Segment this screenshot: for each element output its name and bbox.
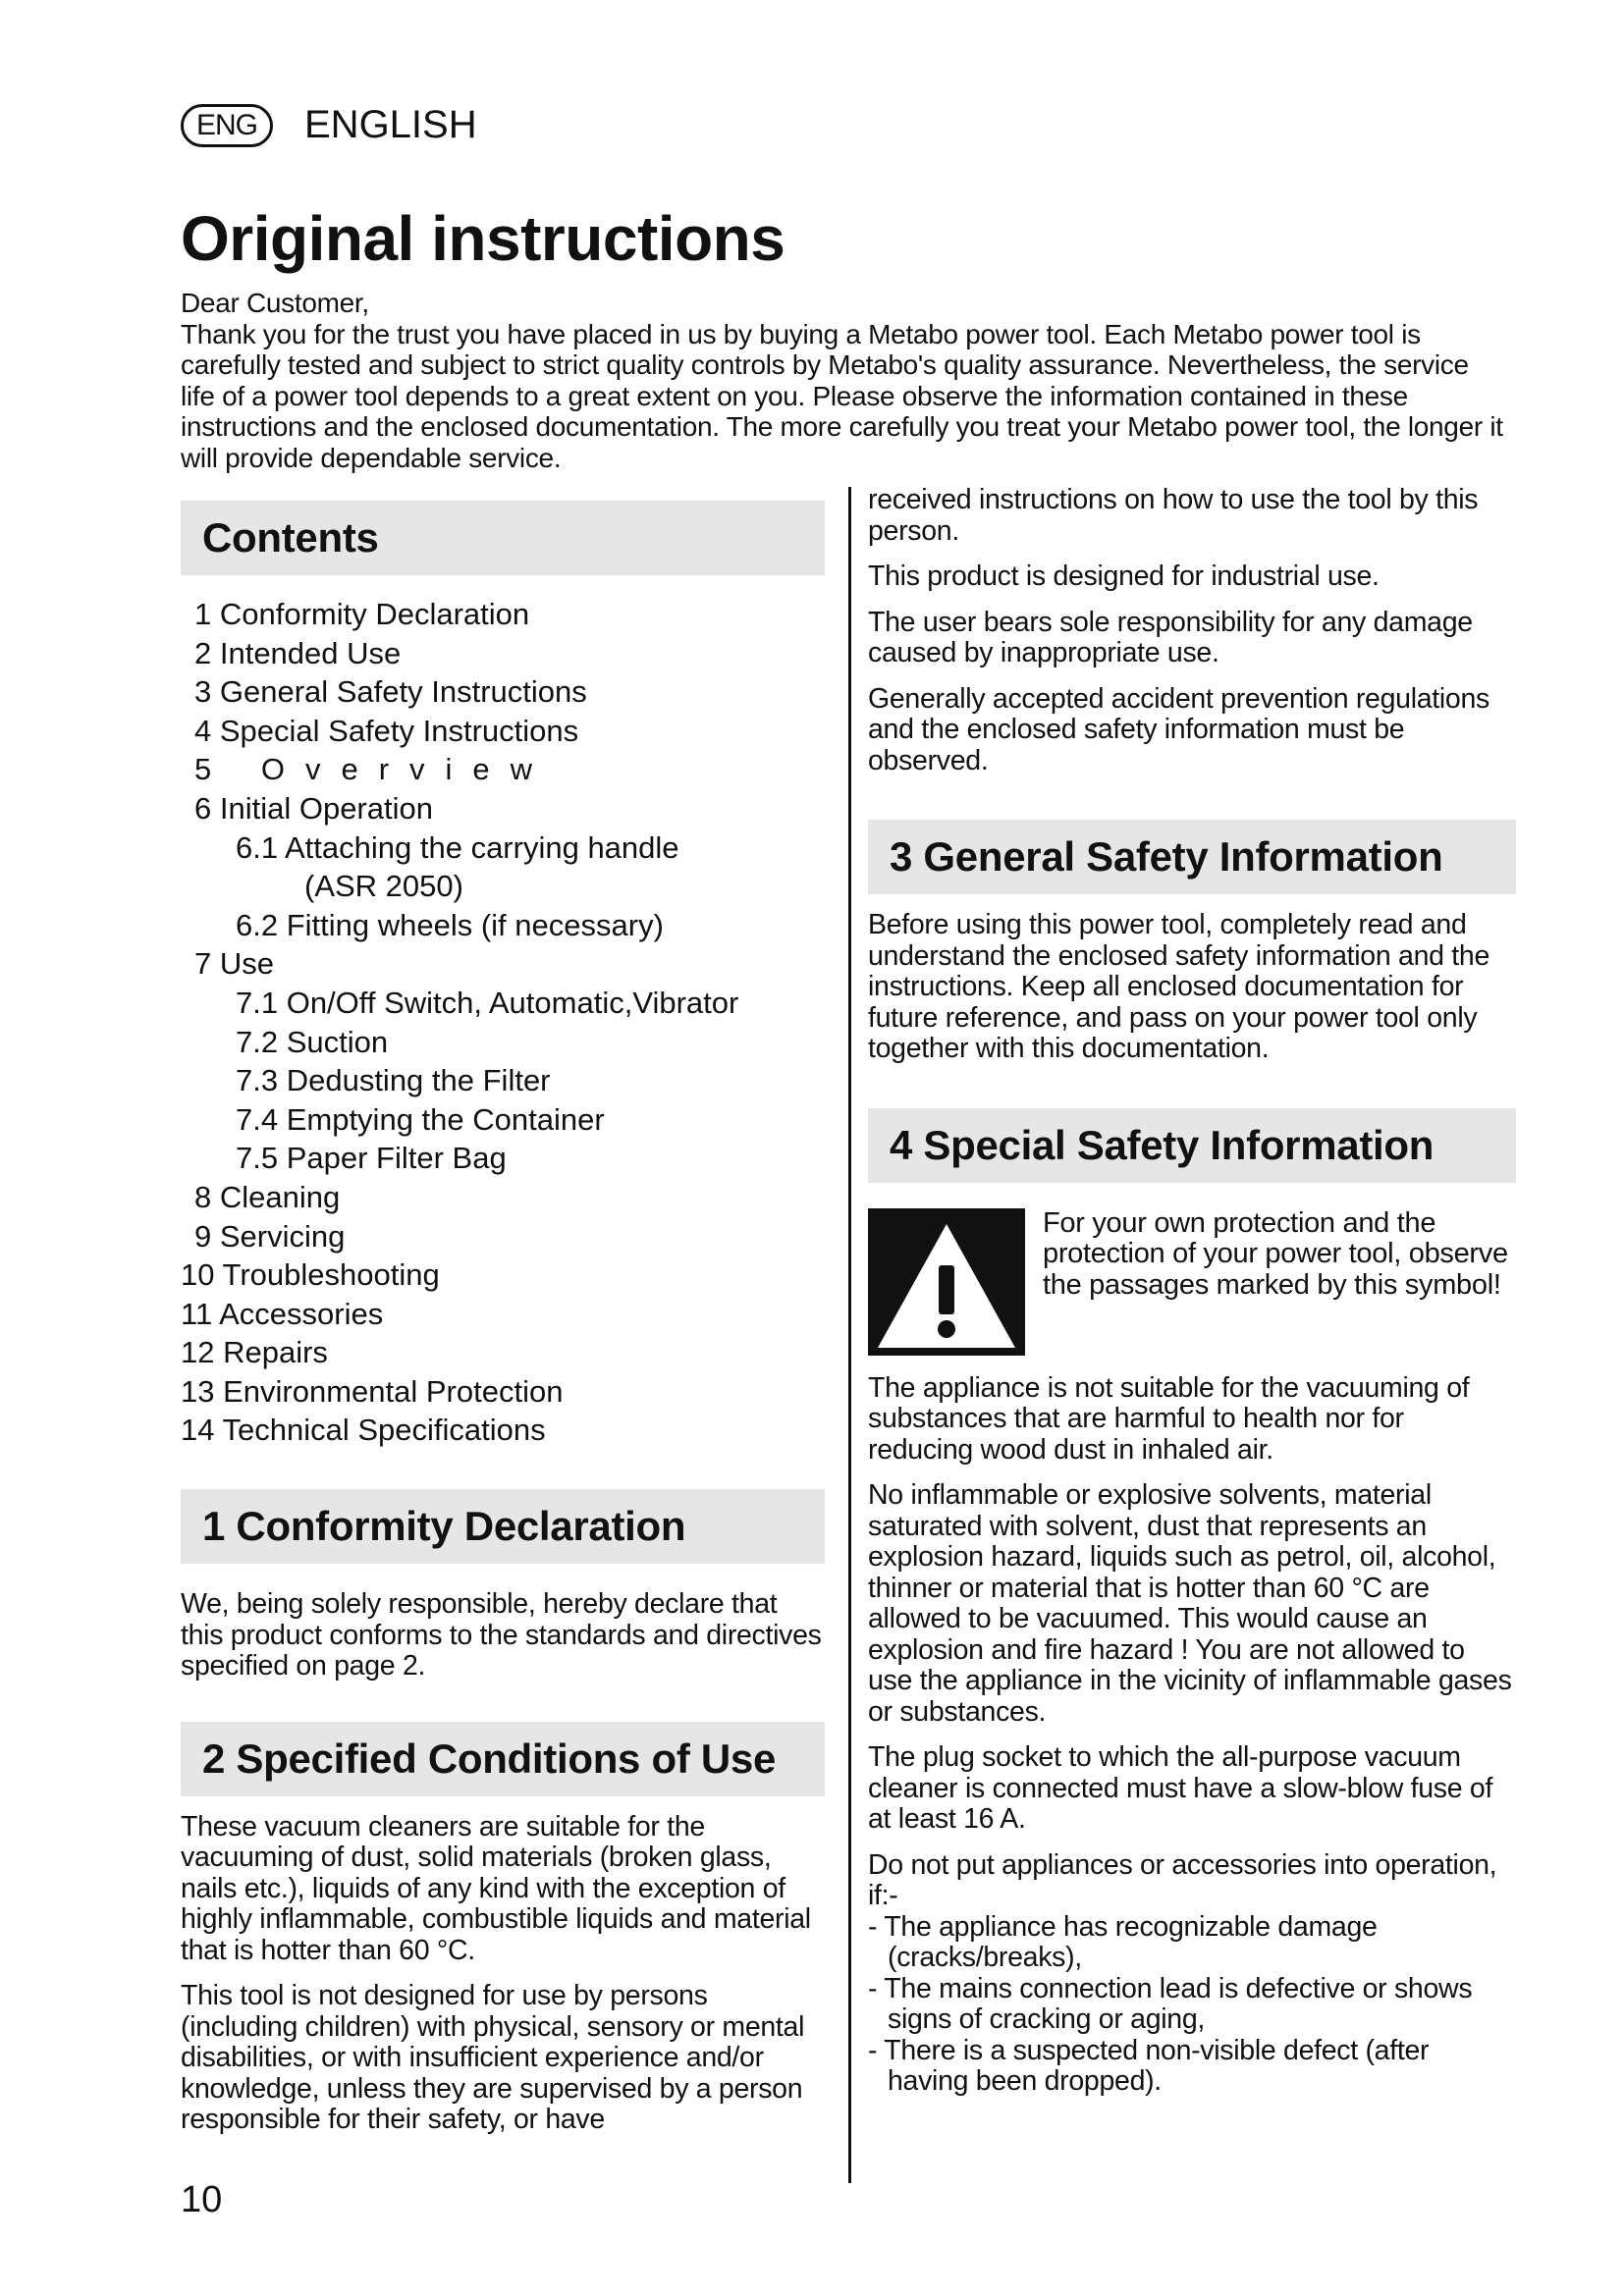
section-3-heading: 3 General Safety Information bbox=[868, 820, 1516, 894]
section-2-paragraph: received instructions on how to use the tool by this person. bbox=[868, 484, 1479, 547]
section-4-paragraph: Do not put appliances or accessories into operation, if:- bbox=[868, 1848, 1497, 1911]
toc-item: 7.3 Dedusting the Filter bbox=[236, 1063, 551, 1098]
toc-item: 2 Intended Use bbox=[194, 635, 402, 670]
section-1-body bbox=[181, 1589, 825, 1682]
section-2-continued bbox=[868, 485, 1516, 776]
right-column bbox=[868, 485, 1516, 2098]
toc-item: 6.1 Attaching the carrying handle bbox=[236, 829, 679, 865]
warning-triangle-icon bbox=[868, 1208, 1025, 1356]
section-4-paragraph: The appliance is not suitable for the vacuuming of substances that are harmful to health nor for reducing wood dust in inhaled air. bbox=[868, 1371, 1470, 1466]
page-title: Original instructions bbox=[181, 203, 785, 274]
column-divider bbox=[848, 487, 851, 2183]
section-3-body bbox=[868, 910, 1516, 1065]
toc-item: 7.4 Emptying the Container bbox=[236, 1101, 605, 1137]
section-2-paragraph: Generally accepted accident prevention regulations and the enclosed safety information must be observed. bbox=[868, 682, 1489, 776]
list-item: - The appliance has recognizable damage (cracks/breaks), bbox=[868, 1910, 1378, 1973]
toc-item: 7.5 Paper Filter Bag bbox=[236, 1141, 507, 1176]
toc-item: 7.2 Suction bbox=[236, 1024, 389, 1059]
toc-item: 9 Servicing bbox=[194, 1218, 346, 1254]
contents-heading: Contents bbox=[181, 501, 825, 575]
toc-item: 1 Conformity Declaration bbox=[194, 597, 530, 631]
list-item: - The mains connection lead is defective or shows signs of cracking or aging, bbox=[868, 1972, 1473, 2035]
toc-item: 10 Troubleshooting bbox=[181, 1257, 440, 1293]
warning-block bbox=[868, 1208, 1516, 1356]
warning-text: For your own protection and the protection of your power tool, observe the passages marked by this symbol! bbox=[1043, 1206, 1508, 1301]
page-number: 10 bbox=[181, 2179, 223, 2220]
toc-item: 11 Accessories bbox=[181, 1296, 384, 1331]
toc-item: 7.1 On/Off Switch, Automatic,Vibrator bbox=[236, 985, 739, 1020]
section-1-heading: 1 Conformity Declaration bbox=[181, 1489, 825, 1564]
contents-list bbox=[181, 595, 825, 1450]
section-4-body bbox=[868, 1373, 1516, 2098]
toc-item: 12 Repairs bbox=[181, 1335, 328, 1370]
section-2-body bbox=[181, 1812, 825, 2136]
toc-item: 5 Overview bbox=[194, 752, 554, 787]
toc-item: 3 General Safety Instructions bbox=[194, 674, 587, 710]
language-label: ENGLISH bbox=[304, 103, 477, 146]
intro-greeting: Dear Customer, bbox=[181, 288, 369, 318]
toc-item: 8 Cleaning bbox=[194, 1179, 341, 1214]
section-4-heading: 4 Special Safety Information bbox=[868, 1108, 1516, 1183]
toc-item: 4 Special Safety Instructions bbox=[194, 713, 579, 748]
defect-list bbox=[868, 1912, 1516, 2098]
section-1-text: We, being solely responsible, hereby declare that this product conforms to the standards and directives specified on page 2. bbox=[181, 1588, 822, 1682]
toc-item: 6.2 Fitting wheels (if necessary) bbox=[236, 907, 664, 942]
left-column bbox=[181, 501, 825, 2151]
toc-item: (ASR 2050) bbox=[304, 869, 463, 904]
intro-text: Thank you for the trust you have placed in us by buying a Metabo power tool. Each Metabo power tool is carefully tested and subject to strict quality controls by Metabo's quality assurance. Nevertheless, the service life of a power tool depends to a great extent on you. Please observe the information contained in these instructions and the enclosed documentation. The more carefully you treat your Metabo power tool, the longer it will provide dependable service. bbox=[181, 318, 1503, 473]
toc-item: 14 Technical Specifications bbox=[181, 1413, 546, 1448]
toc-item: 6 Initial Operation bbox=[194, 790, 433, 826]
section-2-paragraph: This product is designed for industrial use. bbox=[868, 561, 1380, 592]
section-2-heading: 2 Specified Conditions of Use bbox=[181, 1722, 825, 1796]
toc-item: 13 Environmental Protection bbox=[181, 1373, 564, 1409]
toc-item: 7 Use bbox=[194, 946, 274, 982]
section-4-paragraph: The plug socket to which the all-purpose vacuum cleaner is connected must have a slow-blow fuse of at least 16 A. bbox=[868, 1741, 1493, 1835]
section-2-paragraph: The user bears sole responsibility for any damage caused by inappropriate use. bbox=[868, 606, 1473, 668]
language-badge: ENG bbox=[181, 104, 273, 147]
section-2-paragraph: This tool is not designed for use by persons (including children) with physical, sensory or mental disabilities, or with insufficient experience and/or knowledge, unless they are supervised by a person responsible for their safety, or have bbox=[181, 1980, 805, 2136]
section-3-text: Before using this power tool, completely read and understand the enclosed safety information and the instructions. Keep all enclosed documentation for future reference, and pass on your power tool only together with this documentation. bbox=[868, 909, 1490, 1064]
section-4-paragraph: No inflammable or explosive solvents, material saturated with solvent, dust that represents an explosion hazard, liquids such as petrol, oil, alcohol, thinner or material that is hotter than 60 °C are allowed to be vacuumed. This would cause an explosion and fire hazard ! You are not allowed to use the appliance in the vicinity of inflammable gases or substances. bbox=[868, 1479, 1512, 1728]
section-2-paragraph: These vacuum cleaners are suitable for the vacuuming of dust, solid materials (broken glass, nails etc.), liquids of any kind with the exception of highly inflammable, combustible liquids and material that is hotter than 60 °C. bbox=[181, 1810, 811, 1966]
intro bbox=[181, 288, 1506, 473]
list-item: - There is a suspected non-visible defect (after having been dropped). bbox=[868, 2034, 1430, 2097]
